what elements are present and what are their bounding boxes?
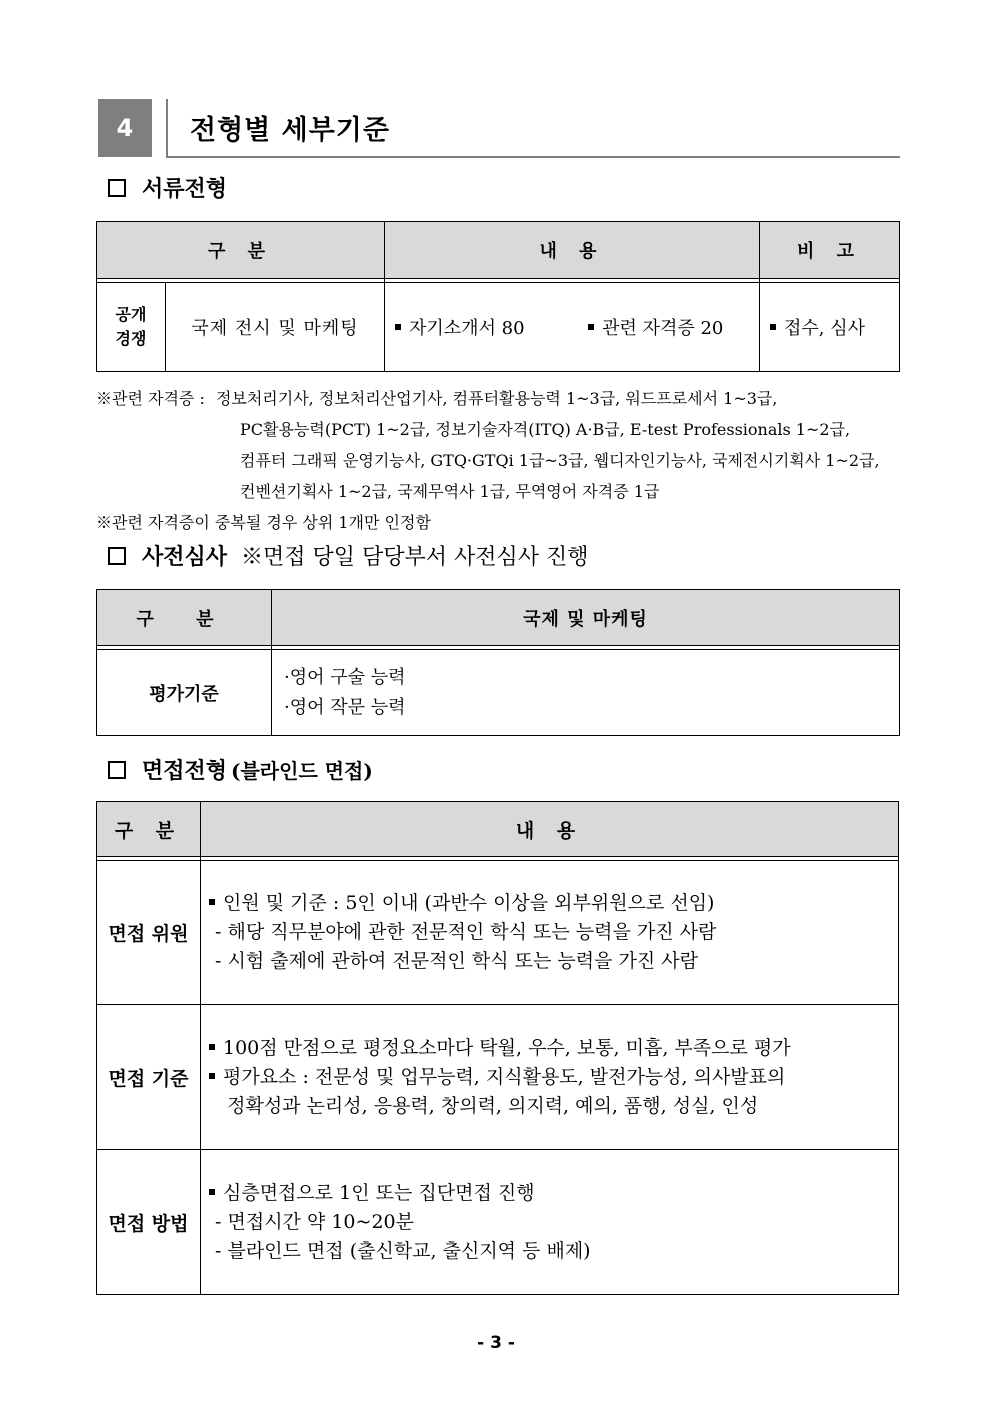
note-text: 접수, 심사 <box>784 318 866 339</box>
row-content <box>201 861 899 1005</box>
line: - 블라인드 면접 (출신학교, 출신지역 등 배제) <box>209 1239 591 1262</box>
header-category: 구 분 <box>97 590 272 646</box>
section-divider-horizontal <box>166 156 900 158</box>
note-cell <box>760 283 900 372</box>
interview-heading <box>108 754 373 785</box>
interview-heading-text: 면접전형 <box>142 758 228 784</box>
line: - 시험 출제에 관하여 전문적인 학식 또는 능력을 가진 사람 <box>209 950 698 972</box>
checkbox-square-icon <box>108 179 126 197</box>
interview-table <box>96 801 899 1295</box>
line: 평가요소 : 전문성 및 업무능력, 지식활용도, 발전가능성, 의사발표의 <box>223 1065 786 1088</box>
cert-note-text1: 정보처리기사, 정보처리산업기사, 컴퓨터활용능력 1~3급, 워드프로세서 1~3급, <box>215 389 778 408</box>
cert-note-line4: 컨벤션기획사 1~2급, 국제무역사 1급, 무역영어 자격증 1급 <box>240 482 660 501</box>
pre-review-heading <box>108 540 589 571</box>
criteria-item-speaking: ·영어 구술 능력 <box>284 666 406 688</box>
checkbox-square-icon <box>108 547 126 565</box>
recruit-type: 공개 경쟁 <box>97 283 166 372</box>
section-title: 전형별 세부기준 <box>190 115 390 146</box>
pre-review-table <box>96 589 900 736</box>
criteria-label: 평가기준 <box>97 650 272 736</box>
header-note: 비 고 <box>760 222 900 279</box>
section-divider-vertical <box>166 99 168 158</box>
interview-heading-paren: (블라인드 면접) <box>231 759 373 783</box>
cert-note-line1 <box>96 386 777 409</box>
document-screening-table <box>96 221 900 372</box>
line: 인원 및 기준 : 5인 이내 (과반수 이상을 외부위원으로 선임) <box>223 892 715 914</box>
criteria-items <box>272 650 900 736</box>
row-label: 면접 방법 <box>97 1150 201 1295</box>
line: 심층면접으로 1인 또는 집단면접 진행 <box>223 1181 535 1204</box>
row-label: 면접 위원 <box>97 861 201 1005</box>
content-cell <box>385 283 760 372</box>
interview-row-panel <box>97 861 899 1005</box>
cert-note-prefix: ※관련 자격증 : <box>96 389 205 408</box>
line: - 해당 직무분야에 관한 전문적인 학식 또는 능력을 가진 사람 <box>209 921 717 943</box>
row-content <box>201 1150 899 1295</box>
pre-review-heading-note: ※면접 당일 담당부서 사전심사 진행 <box>241 545 589 570</box>
document-screening-heading-text: 서류전형 <box>142 176 228 202</box>
page-number: - 3 - <box>477 1333 515 1353</box>
cert-note-line2: PC활용능력(PCT) 1~2급, 정보기술자격(ITQ) A·B급, E-test Professionals 1~2급, <box>240 420 851 439</box>
row-label: 면접 기준 <box>97 1005 201 1150</box>
line: 100점 만점으로 평정요소마다 탁월, 우수, 보통, 미흡, 부족으로 평가 <box>223 1036 791 1059</box>
interview-row-method <box>97 1150 899 1295</box>
row-content <box>201 1005 899 1150</box>
line: 정확성과 논리성, 응용력, 창의력, 의지력, 예의, 품행, 성실, 인성 <box>209 1094 759 1117</box>
content-certificate: 관련 자격증 20 <box>602 318 724 339</box>
field-name: 국제 전시 및 마케팅 <box>166 283 385 372</box>
cert-duplicate-note: ※관련 자격증이 중복될 경우 상위 1개만 인정함 <box>96 513 431 532</box>
header-content: 내 용 <box>201 802 899 857</box>
pre-review-heading-text: 사전심사 <box>142 544 228 570</box>
interview-row-criteria <box>97 1005 899 1150</box>
header-category: 구 분 <box>97 222 385 279</box>
header-category: 구 분 <box>97 802 201 857</box>
section-number: 4 <box>98 99 152 157</box>
content-essay: 자기소개서 80 <box>409 318 525 339</box>
header-content: 내 용 <box>385 222 760 279</box>
header-field: 국제 및 마케팅 <box>272 590 900 646</box>
criteria-item-writing: ·영어 작문 능력 <box>284 696 406 718</box>
checkbox-square-icon <box>108 761 126 779</box>
cert-note-line3: 컴퓨터 그래픽 운영기능사, GTQ·GTQi 1급~3급, 웹디자인기능사, 국제전시기획사 1~2급, <box>240 451 880 470</box>
document-screening-heading <box>108 172 227 203</box>
line: - 면접시간 약 10~20분 <box>209 1210 414 1233</box>
